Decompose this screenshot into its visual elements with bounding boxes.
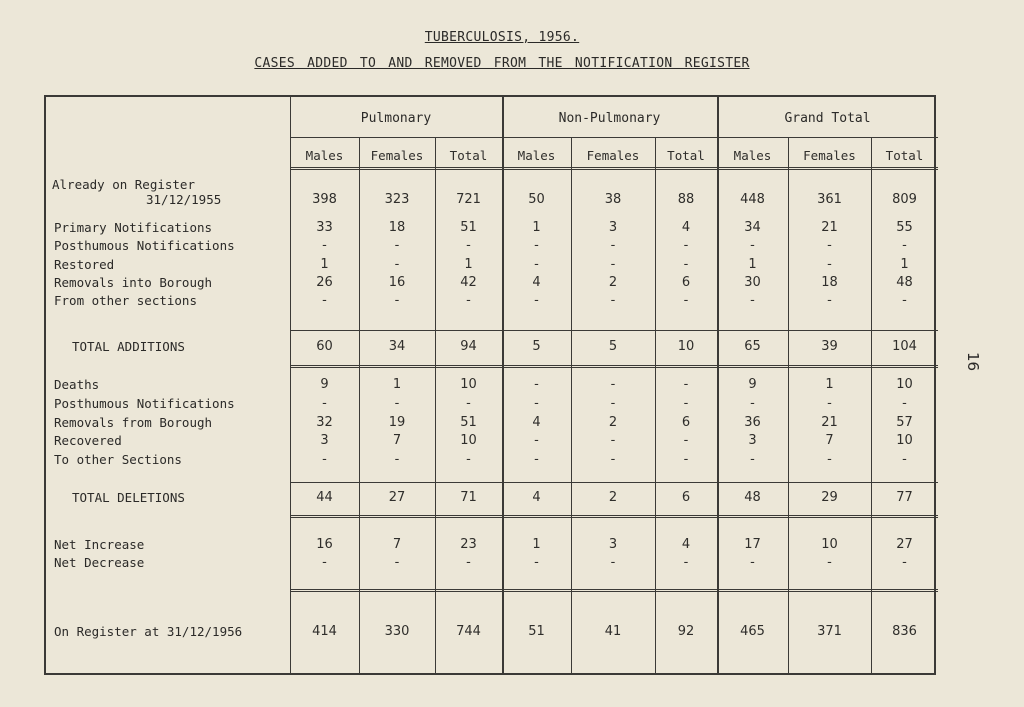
table-cell: 7 bbox=[392, 433, 402, 448]
column-header: Females bbox=[803, 148, 856, 163]
table-cell: - bbox=[534, 238, 539, 253]
table-cell: - bbox=[534, 433, 539, 448]
table-cell: 51 bbox=[528, 624, 545, 639]
column-header: Total bbox=[885, 148, 924, 163]
table-cell: 71 bbox=[460, 490, 477, 505]
table-cell: 1 bbox=[532, 537, 541, 552]
table-cell: 1 bbox=[825, 377, 834, 392]
table-cell: 44 bbox=[316, 490, 333, 505]
table-cell: 414 bbox=[312, 624, 337, 639]
row-label: Net Increase bbox=[54, 537, 145, 552]
table-cell: - bbox=[322, 293, 327, 308]
table-cell: 7 bbox=[392, 537, 402, 552]
row-label: Posthumous Notifications bbox=[54, 238, 235, 253]
table-cell: 16 bbox=[388, 275, 406, 290]
row-label: On Register at 31/12/1956 bbox=[54, 624, 243, 639]
column-header: Males bbox=[733, 148, 772, 163]
table-cell: - bbox=[683, 293, 689, 308]
row-divider bbox=[290, 167, 938, 170]
table-cell: 1 bbox=[532, 220, 541, 235]
table-cell: - bbox=[750, 293, 755, 308]
table-cell: 3 bbox=[608, 220, 618, 235]
table-cell: - bbox=[322, 238, 327, 253]
table-cell: - bbox=[610, 555, 616, 570]
table-cell: 48 bbox=[896, 275, 913, 290]
table-cell: 34 bbox=[388, 339, 406, 354]
table-cell: 29 bbox=[821, 490, 838, 505]
table-cell: 65 bbox=[744, 339, 761, 354]
table-cell: 4 bbox=[532, 415, 541, 430]
table-cell: 23 bbox=[460, 537, 477, 552]
table-cell: 42 bbox=[460, 275, 477, 290]
row-divider bbox=[290, 365, 938, 368]
table-cell: 55 bbox=[896, 220, 913, 235]
table-cell: - bbox=[683, 396, 689, 411]
table-cell: - bbox=[683, 238, 689, 253]
table-cell: 10 bbox=[896, 377, 913, 392]
table-cell: 1 bbox=[748, 257, 757, 272]
table-cell: 330 bbox=[384, 624, 410, 639]
column-header: Males bbox=[517, 148, 556, 163]
notification-register-table bbox=[44, 95, 936, 675]
table-cell: 10 bbox=[821, 537, 838, 552]
table-cell: 371 bbox=[817, 624, 842, 639]
row-label: Net Decrease bbox=[54, 555, 145, 570]
row-label: To other Sections bbox=[54, 452, 182, 467]
table-cell: 18 bbox=[388, 220, 406, 235]
table-cell: - bbox=[902, 238, 907, 253]
table-cell: 104 bbox=[892, 339, 917, 354]
column-header: Females bbox=[586, 148, 640, 163]
table-cell: 5 bbox=[608, 339, 618, 354]
table-cell: - bbox=[827, 396, 832, 411]
row-label: Primary Notifications bbox=[54, 220, 213, 235]
table-cell: 33 bbox=[316, 220, 333, 235]
table-cell: - bbox=[394, 257, 400, 272]
table-cell: 10 bbox=[460, 377, 477, 392]
table-cell: - bbox=[827, 238, 832, 253]
table-cell: 21 bbox=[821, 220, 838, 235]
table-cell: - bbox=[902, 555, 907, 570]
row-label: From other sections bbox=[54, 293, 197, 308]
table-cell: - bbox=[466, 238, 471, 253]
table-cell: - bbox=[610, 293, 616, 308]
table-cell: - bbox=[534, 396, 539, 411]
table-cell: 51 bbox=[460, 220, 477, 235]
table-cell: 77 bbox=[896, 490, 913, 505]
table-cell: - bbox=[534, 293, 539, 308]
table-cell: 19 bbox=[388, 415, 406, 430]
table-cell: 92 bbox=[677, 624, 695, 639]
table-cell: 94 bbox=[460, 339, 477, 354]
table-cell: 10 bbox=[896, 433, 913, 448]
table-cell: 60 bbox=[316, 339, 333, 354]
table-cell: - bbox=[683, 377, 689, 392]
table-cell: 9 bbox=[748, 377, 757, 392]
table-cell: 323 bbox=[384, 192, 410, 207]
column-header: Females bbox=[370, 148, 424, 163]
row-divider bbox=[290, 589, 938, 592]
table-cell: 51 bbox=[460, 415, 477, 430]
table-cell: 4 bbox=[532, 275, 541, 290]
table-cell: - bbox=[902, 452, 907, 467]
row-label: Recovered bbox=[54, 433, 122, 448]
table-cell: - bbox=[610, 396, 616, 411]
table-cell: 2 bbox=[608, 490, 618, 505]
row-divider bbox=[290, 137, 938, 138]
table-cell: - bbox=[827, 452, 832, 467]
table-cell: - bbox=[466, 396, 471, 411]
table-cell: - bbox=[394, 396, 400, 411]
table-cell: 88 bbox=[677, 192, 695, 207]
table-cell: 10 bbox=[677, 339, 695, 354]
table-cell: 3 bbox=[748, 433, 757, 448]
table-cell: 744 bbox=[456, 624, 481, 639]
table-cell: 6 bbox=[681, 275, 691, 290]
table-cell: 2 bbox=[608, 275, 618, 290]
column-header: Total bbox=[449, 148, 488, 163]
table-cell: - bbox=[610, 452, 616, 467]
table-cell: 361 bbox=[817, 192, 842, 207]
table-cell: - bbox=[534, 257, 539, 272]
table-cell: 10 bbox=[460, 433, 477, 448]
page-number: 16 bbox=[964, 352, 982, 372]
group-header: Grand Total bbox=[784, 111, 871, 126]
table-cell: 1 bbox=[464, 257, 473, 272]
column-header: Total bbox=[667, 148, 705, 163]
table-cell: 809 bbox=[892, 192, 917, 207]
row-label: Posthumous Notifications bbox=[54, 396, 235, 411]
table-cell: - bbox=[750, 555, 755, 570]
table-cell: - bbox=[534, 555, 539, 570]
table-cell: 41 bbox=[604, 624, 622, 639]
table-cell: - bbox=[683, 555, 689, 570]
table-cell: - bbox=[683, 452, 689, 467]
table-subtitle: CASES ADDED TO AND REMOVED FROM THE NOTIFICATION REGISTER bbox=[254, 56, 750, 71]
table-cell: 27 bbox=[896, 537, 913, 552]
table-cell: - bbox=[902, 396, 907, 411]
table-cell: - bbox=[610, 238, 616, 253]
row-divider bbox=[290, 330, 938, 331]
row-divider bbox=[290, 515, 938, 518]
table-cell: 4 bbox=[681, 220, 691, 235]
table-cell: 26 bbox=[316, 275, 333, 290]
row-label-date: 31/12/1955 bbox=[146, 192, 222, 207]
table-cell: - bbox=[394, 555, 400, 570]
table-cell: 398 bbox=[312, 192, 337, 207]
table-cell: - bbox=[683, 257, 689, 272]
page-title: TUBERCULOSIS, 1956. bbox=[424, 30, 580, 45]
table-cell: - bbox=[750, 396, 755, 411]
table-cell: 36 bbox=[744, 415, 761, 430]
row-divider bbox=[290, 482, 938, 483]
table-cell: 48 bbox=[744, 490, 761, 505]
row-label: TOTAL ADDITIONS bbox=[72, 339, 185, 354]
table-cell: 27 bbox=[388, 490, 406, 505]
table-cell: 836 bbox=[892, 624, 917, 639]
table-cell: - bbox=[610, 433, 616, 448]
row-label: TOTAL DELETIONS bbox=[72, 490, 185, 505]
table-cell: 4 bbox=[681, 537, 691, 552]
table-cell: 9 bbox=[320, 377, 329, 392]
table-cell: - bbox=[827, 293, 832, 308]
table-cell: 18 bbox=[821, 275, 838, 290]
table-cell: - bbox=[827, 257, 832, 272]
table-cell: 32 bbox=[316, 415, 333, 430]
table-cell: - bbox=[827, 555, 832, 570]
table-cell: 465 bbox=[740, 624, 765, 639]
table-cell: 50 bbox=[528, 192, 545, 207]
table-cell: - bbox=[394, 293, 400, 308]
table-cell: 1 bbox=[320, 257, 329, 272]
table-cell: - bbox=[610, 257, 616, 272]
row-label: Deaths bbox=[54, 377, 100, 392]
table-cell: 57 bbox=[896, 415, 913, 430]
table-cell: 5 bbox=[532, 339, 541, 354]
table-cell: - bbox=[683, 433, 689, 448]
table-cell: 1 bbox=[900, 257, 909, 272]
table-cell: - bbox=[902, 293, 907, 308]
row-label: Removals into Borough bbox=[54, 275, 213, 290]
table-cell: 448 bbox=[740, 192, 765, 207]
row-label: Already on Register bbox=[52, 177, 195, 192]
table-cell: 3 bbox=[320, 433, 329, 448]
row-label: Removals from Borough bbox=[54, 415, 213, 430]
table-cell: 6 bbox=[681, 490, 691, 505]
table-cell: 2 bbox=[608, 415, 618, 430]
table-cell: 1 bbox=[392, 377, 402, 392]
table-cell: - bbox=[610, 377, 616, 392]
table-cell: 30 bbox=[744, 275, 761, 290]
table-cell: - bbox=[534, 377, 539, 392]
table-cell: 3 bbox=[608, 537, 618, 552]
row-label: Restored bbox=[54, 257, 115, 272]
table-cell: 39 bbox=[821, 339, 838, 354]
table-cell: 7 bbox=[825, 433, 834, 448]
column-header: Males bbox=[305, 148, 344, 163]
group-header: Pulmonary bbox=[360, 111, 432, 126]
table-cell: 4 bbox=[532, 490, 541, 505]
table-cell: 38 bbox=[604, 192, 622, 207]
table-cell: - bbox=[322, 452, 327, 467]
table-cell: - bbox=[534, 452, 539, 467]
table-cell: 721 bbox=[456, 192, 481, 207]
table-cell: - bbox=[394, 238, 400, 253]
table-cell: - bbox=[322, 396, 327, 411]
table-cell: - bbox=[750, 238, 755, 253]
table-cell: 6 bbox=[681, 415, 691, 430]
table-cell: - bbox=[322, 555, 327, 570]
table-cell: - bbox=[750, 452, 755, 467]
table-cell: - bbox=[466, 555, 471, 570]
table-cell: 16 bbox=[316, 537, 333, 552]
table-cell: - bbox=[466, 452, 471, 467]
table-cell: 17 bbox=[744, 537, 761, 552]
table-cell: 21 bbox=[821, 415, 838, 430]
table-cell: - bbox=[466, 293, 471, 308]
table-cell: 34 bbox=[744, 220, 761, 235]
group-header: Non-Pulmonary bbox=[558, 111, 661, 126]
table-cell: - bbox=[394, 452, 400, 467]
